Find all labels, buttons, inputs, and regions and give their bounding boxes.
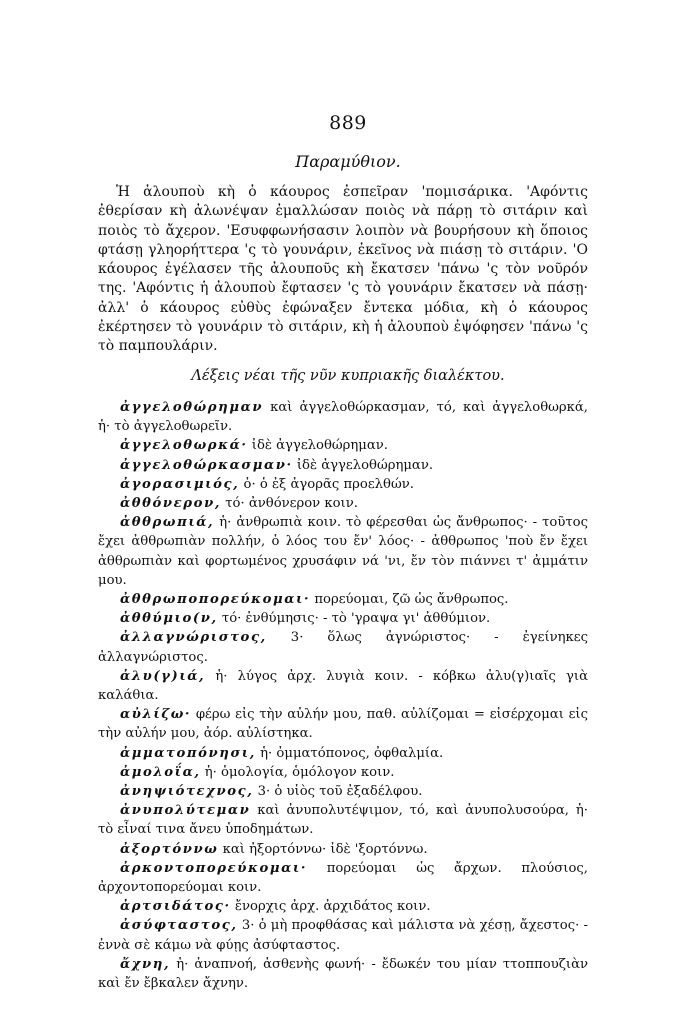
glossary-entry: [98, 628, 588, 666]
glossary-list: [98, 398, 588, 993]
entry-definition: 3· ὁ υἱὸς τοῦ ἐξαδέλφου.: [253, 784, 423, 800]
entry-definition: ἰδὲ ἀγγελοθώρημαν.: [247, 438, 388, 454]
glossary-entry: [98, 494, 588, 513]
entry-headword: ἀλλαγνώριστος,: [120, 630, 267, 646]
glossary-title: Λέξεις νέαι τῆς νῦν κυπριακῆς διαλέκτου.: [191, 368, 505, 384]
entry-headword: ἀγγελοθώρημαν: [120, 400, 264, 415]
glossary-entry: [98, 513, 588, 590]
entry-definition: ἡ· ἀναπνοή, ἀσθενὴς φωνή· - ἔδωκέν του μίαν ττοππουζιὰν καὶ ἔν ἔβκαλεν ἄχνην.: [98, 956, 588, 992]
glossary-entry: [98, 763, 588, 782]
glossary-entry: [98, 897, 588, 916]
glossary-entry: [98, 782, 588, 801]
entry-headword: ἀρκοντοπορεύκομαι·: [120, 860, 308, 876]
glossary-entry: [98, 801, 588, 839]
entry-headword: ἀγορασιμιός,: [120, 476, 240, 492]
entry-definition: πορεύομαι, ζῶ ὡς ἄνθρωπος.: [310, 592, 509, 608]
glossary-entry: [98, 916, 588, 954]
glossary-entry: [98, 667, 588, 705]
glossary-entry: [98, 398, 588, 436]
entry-definition: καὶ ἀνυπολυτέψιμον, τό, καὶ ἀνυπολυσούρα, ἡ· τὸ εἶναί τινα ἄνευ ὑποδημάτων.: [98, 803, 588, 838]
glossary-entry: [98, 590, 588, 609]
entry-definition: τό· ἀνθόνερον κοιν.: [221, 496, 358, 512]
glossary-entry: [98, 705, 588, 743]
entry-headword: ἄχνη,: [120, 956, 171, 972]
entry-definition: ἔνορχις ἀρχ. ἀρχιδάτος κοιν.: [230, 899, 431, 915]
entry-headword: ἀνηψιότεχνος,: [120, 784, 254, 800]
entry-definition: ἡ· ἀνθρωπιὰ κοιν. τὸ φέρεσθαι ὡς ἄνθρωπος· - τοῦτος ἔχει ἀθθρωπιὰν πολλήν, ὁ λόος του ἔν' λόος· - ἀθθρωπος 'ποὺ ἔν ἔχει ἀθθρωπιὰν καὶ φορτωμένος χρυσάφιν νά 'νι, ἔν τὸν πιάννει τ' ἀμμάτιν μου.: [98, 515, 588, 588]
entry-headword: ἀθθρωποπορεύκομαι·: [120, 592, 311, 608]
entry-headword: ἀθθόνερον,: [120, 496, 222, 512]
glossary-entry: [98, 436, 588, 455]
glossary-entry: [98, 744, 588, 763]
story-paragraph: Ἡ ἀλουποὺ κὴ ὁ κάουρος ἐσπεῖραν 'πομισάρικα. 'Αφόντις ἐθερίσαν κὴ ἀλωνέψαν ἐμαλλώσαν ποιὸς νὰ πάρῃ τὸ σιτάριν καὶ ποιὸς τὸ ἄχερον. 'Εσυφφωνήσασιν λοιπὸν νὰ βουρήσουν κὴ ὅποιος φτάσῃ γληορήττερα 'ς τὸ γουνάριν, ἐκεῖνος νὰ πιάσῃ τὸ σιτάριν. 'Ο κάουρος ἐγέλασεν τῆς ἀλουποῦς κὴ ἔκατσεν 'πάνω 'ς τὸν νοῦρόν της. 'Αφόντις ἡ ἀλουποὺ ἔφτασεν 'ς τὸ γουνάριν ἔκατσεν νὰ πάσῃ· ἀλλ' ὁ κάουρος εὐθὺς ἐφώναξεν ἔντεκα μόδια, κὴ ὁ κάουρος ἐκέρτησεν τὸ γουνάριν τὸ σιτάριν, κὴ ἡ ἀλουποὺ ἐψόφησεν 'πάνω 'ς τὸ παμπουλάριν.: [98, 184, 588, 355]
entry-headword: ἀγγελοθώρκασμαν·: [120, 457, 293, 473]
entry-headword: ἀθθρωπιά,: [120, 515, 215, 531]
entry-headword: αὐλίζω·: [120, 707, 192, 723]
story-title: Παραμύθιον.: [295, 152, 401, 171]
entry-headword: ἀλυ(γ)ιά,: [120, 668, 206, 684]
entry-headword: ἀξορτόννω: [120, 841, 219, 857]
entry-definition: ὁ· ὁ ἐξ ἀγορᾶς προελθών.: [239, 476, 414, 492]
entry-definition: 3· ὁ μὴ προφθάσας καὶ μάλιστα νὰ χέσῃ, ἄχεστος· - ἐννὰ σὲ κάμω νὰ φύῃς ἀσύφταστος.: [98, 918, 588, 953]
entry-definition: φέρω εἰς τὴν αὐλήν μου, παθ. αὐλίζομαι = εἰσέρχομαι εἰς τὴν αὐλήν μου, ἀόρ. αὐλίστηκα.: [98, 707, 588, 742]
entry-headword: ἀρτσιδάτος·: [120, 899, 231, 915]
page-number: 889: [329, 112, 367, 134]
entry-headword: ἀμολοΐα,: [120, 764, 201, 780]
entry-definition: καὶ ἀγγελοθώρκασμαν, τό, καὶ ἀγγελοθωρκά, ἡ· τὸ ἀγγελοθωρεῖν.: [98, 400, 588, 435]
glossary-entry: [98, 955, 588, 993]
entry-definition: τό· ἐνθύμησις· - τὸ 'γραψα γι' ἀθθύμιον.: [217, 611, 491, 627]
entry-definition: ἡ· ὀμματόπονος, ὀφθαλμία.: [255, 745, 444, 761]
entry-headword: ἀθθύμιο(ν,: [120, 611, 218, 627]
entry-definition: πορεύομαι ὡς ἄρχων. πλούσιος, ἀρχοντοπορεύομαι κοιν.: [98, 860, 588, 896]
entry-definition: ἰδὲ ἀγγελοθώρημαν.: [292, 457, 434, 473]
entry-headword: ἀμματοπόνησι,: [120, 745, 256, 761]
glossary-entry: [98, 456, 588, 475]
glossary-entry: [98, 609, 588, 628]
glossary-entry: [98, 475, 588, 494]
entry-definition: 3· ὅλως ἀγνώριστος· - ἐγείνηκες ἀλλαγνώριστος.: [98, 630, 588, 665]
entry-headword: ἀγγελοθωρκά·: [120, 438, 248, 454]
entry-headword: ἀσύφταστος,: [120, 918, 238, 934]
glossary-entry: [98, 840, 588, 859]
story-body: [98, 183, 588, 357]
entry-definition: καὶ ἠξορτόννω· ἰδὲ 'ξορτόννω.: [218, 841, 428, 857]
entry-definition: ἡ· λύγος ἀρχ. λυγιὰ κοιν. - κόβκω ἀλυ(γ)ιαῖς γιὰ καλάθια.: [98, 668, 588, 704]
entry-definition: ἡ· ὁμολογία, ὁμόλογον κοιν.: [200, 764, 395, 780]
glossary-entry: [98, 859, 588, 897]
entry-headword: ἀνυπολύτεμαν: [120, 803, 251, 819]
